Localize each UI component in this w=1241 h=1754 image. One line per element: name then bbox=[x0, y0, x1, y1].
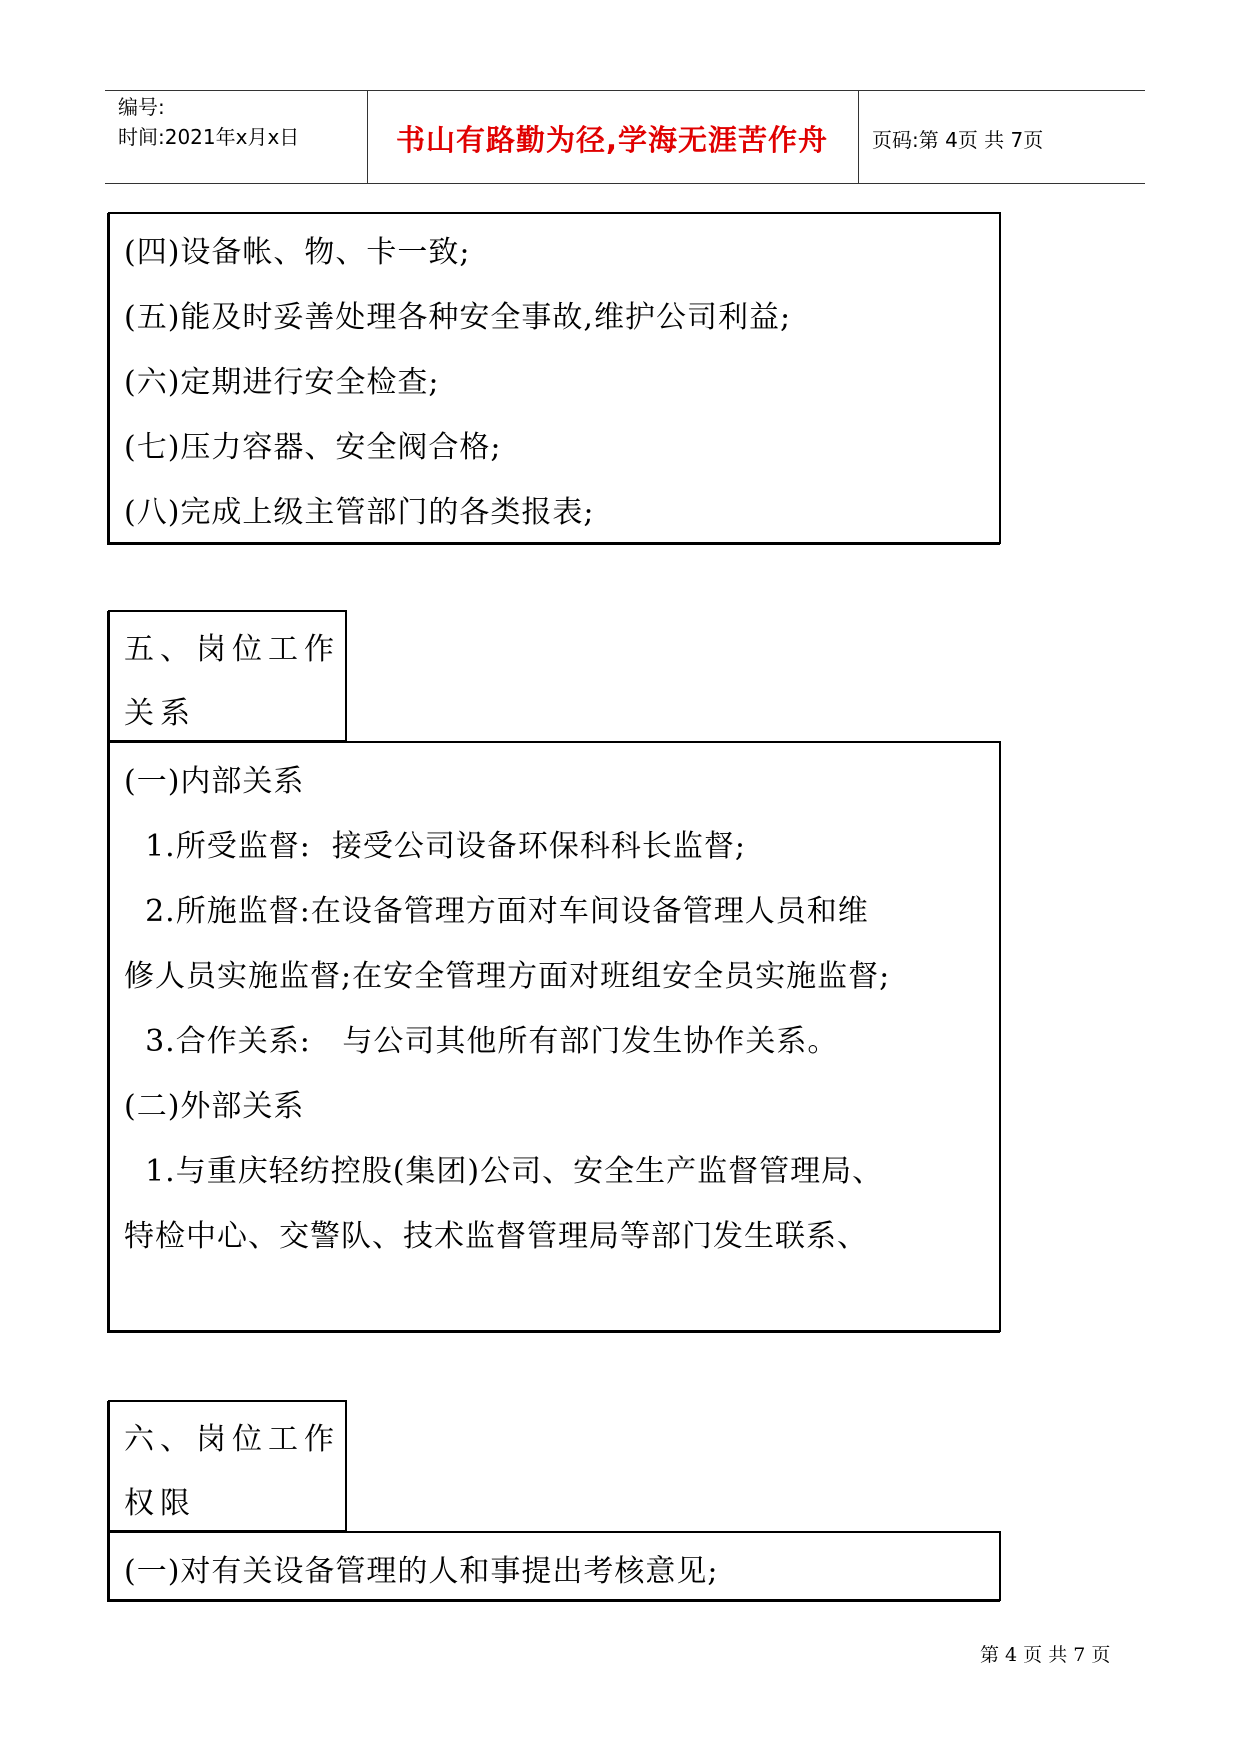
section5-title-line2: 关系 bbox=[124, 696, 196, 731]
section5-title-line1: 五、岗位工作 bbox=[124, 632, 340, 667]
section5-content-box bbox=[108, 741, 1001, 1332]
section5-line: 1.与重庆轻纺控股(集团)公司、安全生产监督管理局、 bbox=[124, 1154, 884, 1189]
header-motto: 书山有路勤为径,学海无涯苦作舟 bbox=[395, 123, 829, 157]
section4-item: (七)压力容器、安全阀合格; bbox=[124, 430, 502, 465]
document-time-label: 时间:2021年x月x日 bbox=[118, 125, 300, 149]
section6-title-line2: 权限 bbox=[124, 1486, 196, 1521]
footer-page-number: 第 4 页 共 7 页 bbox=[980, 1644, 1111, 1666]
section5-line: 1.所受监督: 接受公司设备环保科科长监督; bbox=[124, 829, 746, 864]
section6-content-box bbox=[108, 1531, 1001, 1601]
section6-title-box bbox=[108, 1400, 347, 1532]
section6-title-line1: 六、岗位工作 bbox=[124, 1422, 340, 1457]
section5-line: 2.所施监督:在设备管理方面对车间设备管理人员和维 bbox=[124, 894, 869, 929]
section4-item: (六)定期进行安全检查; bbox=[124, 365, 440, 400]
section4-item: (四)设备帐、物、卡一致; bbox=[124, 235, 471, 270]
section5-line: (二)外部关系 bbox=[124, 1089, 305, 1124]
header-top-rule bbox=[105, 90, 1145, 91]
section5-line: (一)内部关系 bbox=[124, 764, 305, 799]
header-divider-left bbox=[367, 90, 368, 184]
section4-item: (八)完成上级主管部门的各类报表; bbox=[124, 495, 595, 530]
header-page-number: 页码:第 4页 共 7页 bbox=[872, 128, 1044, 152]
section4-item: (五)能及时妥善处理各种安全事故,维护公司利益; bbox=[124, 300, 792, 335]
document-number-label: 编号: bbox=[118, 95, 165, 119]
section6-line: (一)对有关设备管理的人和事提出考核意见; bbox=[124, 1554, 719, 1589]
section5-line: 修人员实施监督;在安全管理方面对班组安全员实施监督; bbox=[124, 959, 891, 994]
section5-line: 特检中心、交警队、技术监督管理局等部门发生联系、 bbox=[124, 1219, 868, 1254]
header-bottom-rule bbox=[105, 183, 1145, 184]
section5-line: 3.合作关系: 与公司其他所有部门发生协作关系。 bbox=[124, 1024, 839, 1059]
section4-content-box bbox=[108, 212, 1001, 544]
header-divider-right bbox=[858, 90, 859, 184]
section5-title-box bbox=[108, 610, 347, 742]
header-meta bbox=[118, 92, 299, 152]
